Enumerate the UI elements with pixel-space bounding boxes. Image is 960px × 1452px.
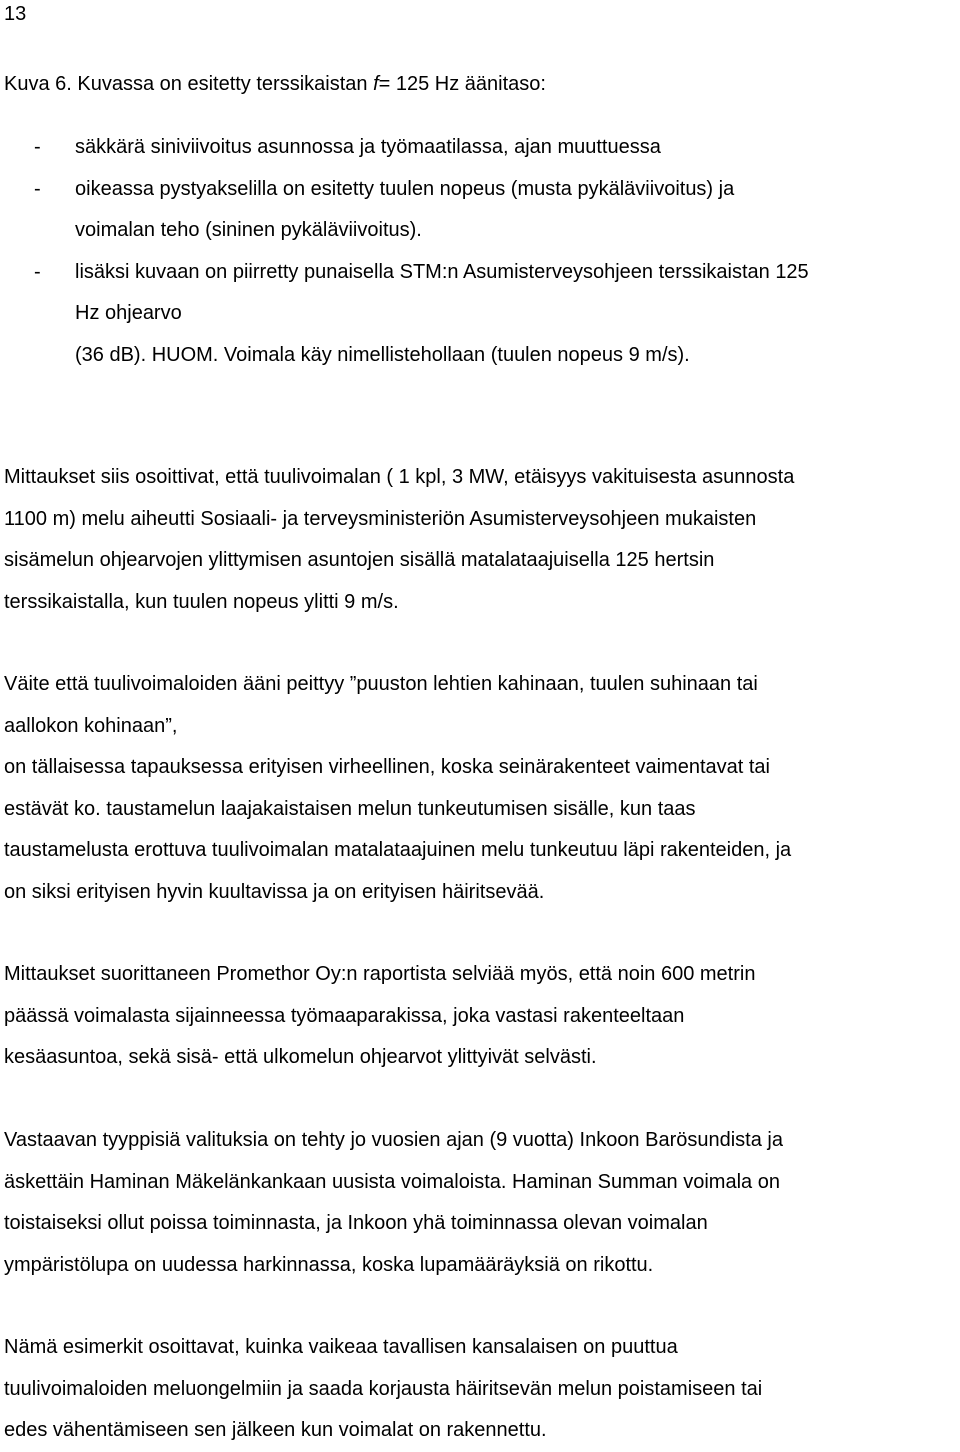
bullet-line: Hz ohjearvo [75, 302, 182, 324]
paragraph-line: ympäristölupa on uudessa harkinnassa, koska lupamääräyksiä on rikottu. [4, 1253, 654, 1276]
bullet-line: (36 dB). HUOM. Voimala käy nimellistehollaan (tuulen nopeus 9 m/s). [75, 343, 690, 366]
paragraph-line: Väite että tuulivoimaloiden ääni peittyy ”puuston lehtien kahinaan, tuulen suhinaan tai [4, 673, 758, 695]
bullet-item [4, 169, 954, 252]
paragraph-line: on siksi erityisen hyvin kuultavissa ja on erityisen häiritsevää. [4, 880, 545, 903]
bullet-dash: - [34, 136, 41, 158]
paragraph-line: Nämä esimerkit osoittavat, kuinka vaikeaa tavallisen kansalaisen on puuttua [4, 1336, 678, 1358]
bullet-dash: - [34, 177, 41, 200]
caption-frequency-symbol: f [373, 73, 379, 95]
paragraph-line: kesäasuntoa, sekä sisä- että ulkomelun ohjearvot ylittyivät selvästi. [4, 1046, 597, 1068]
bullet-line: säkkärä siniviivoitus asunnossa ja työmaatilassa, ajan muuttuessa [75, 136, 661, 158]
paragraph-line: Mittaukset siis osoittivat, että tuulivoimalan ( 1 kpl, 3 MW, etäisyys vakituisesta asunnosta [4, 466, 795, 488]
paragraph-line: estävät ko. taustamelun laajakaistaisen melun tunkeutumisen sisälle, kun taas [4, 797, 696, 820]
caption-suffix: = 125 Hz äänitaso: [378, 73, 546, 95]
paragraph-conclusion [4, 1327, 954, 1452]
paragraph-complaints [4, 1120, 954, 1286]
caption-prefix: Kuva 6. Kuvassa on esitetty terssikaistan [4, 73, 374, 95]
bullet-item [4, 127, 954, 169]
bullet-line: voimalan teho (sininen pykäläviivoitus). [75, 219, 422, 241]
paragraph-line: terssikaistalla, kun tuulen nopeus ylitti 9 m/s. [4, 590, 399, 613]
bullet-item [4, 252, 954, 377]
paragraph-claim [4, 664, 954, 913]
paragraph-line: Vastaavan tyyppisiä valituksia on tehty jo vuosien ajan (9 vuotta) Inkoon Barösundista ja [4, 1129, 783, 1151]
paragraph-line: äskettäin Haminan Mäkelänkankaan uusista voimaloista. Haminan Summan voimala on [4, 1170, 780, 1193]
paragraph-promethor [4, 954, 954, 1079]
paragraph-line: päässä voimalasta sijainneessa työmaaparakissa, joka vastasi rakenteeltaan [4, 1004, 685, 1027]
caption-bullet-list [4, 127, 954, 376]
paragraph-line: Mittaukset suorittaneen Promethor Oy:n raportista selviää myös, että noin 600 metrin [4, 963, 756, 985]
paragraph-line: toistaiseksi ollut poissa toiminnasta, ja Inkoon yhä toiminnassa olevan voimalan [4, 1212, 708, 1234]
figure-caption [4, 64, 546, 106]
paragraph-line: sisämelun ohjearvojen ylittymisen asuntojen sisällä matalataajuisella 125 hertsin [4, 549, 715, 571]
page-number: 13 [4, 3, 27, 25]
paragraph-line: aallokon kohinaan”, [4, 714, 178, 737]
paragraph-measurements [4, 457, 954, 623]
paragraph-line: 1100 m) melu aiheutti Sosiaali- ja terveysministeriön Asumisterveysohjeen mukaisten [4, 507, 757, 530]
bullet-dash: - [34, 260, 41, 283]
paragraph-line: edes vähentämiseen sen jälkeen kun voimalat on rakennettu. [4, 1419, 547, 1441]
bullet-line: oikeassa pystyakselilla on esitetty tuulen nopeus (musta pykäläviivoitus) ja [75, 177, 735, 200]
paragraph-line: taustamelusta erottuva tuulivoimalan matalataajuinen melu tunkeutuu läpi rakenteiden, ja [4, 839, 792, 861]
bullet-line: lisäksi kuvaan on piirretty punaisella STM:n Asumisterveysohjeen terssikaistan 125 [75, 260, 809, 283]
paragraph-line: tuulivoimaloiden meluongelmiin ja saada korjausta häiritsevän melun poistamiseen tai [4, 1377, 763, 1400]
paragraph-line: on tällaisessa tapauksessa erityisen virheellinen, koska seinärakenteet vaimentavat tai [4, 756, 770, 778]
